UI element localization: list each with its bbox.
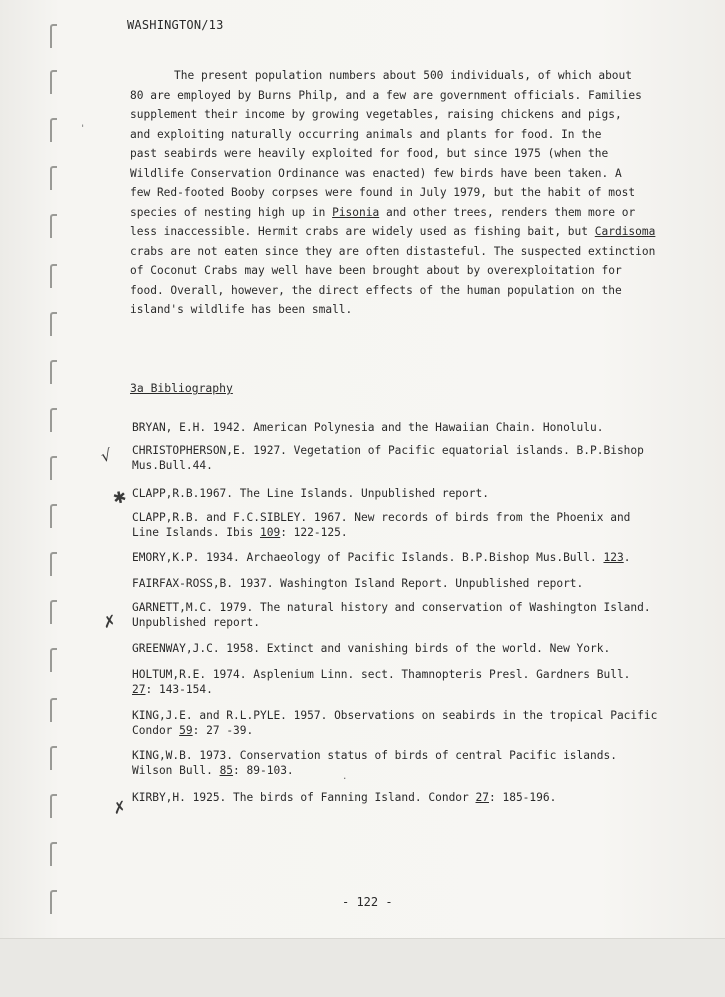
- binder-mark: [50, 70, 57, 94]
- binder-mark: [50, 698, 57, 722]
- binder-mark: [50, 456, 57, 480]
- reference-line: [132, 682, 630, 697]
- paragraph-line: supplement their income by growing vegetables, raising chickens and pigs,: [130, 108, 622, 121]
- reference-entry: [132, 708, 657, 738]
- reference-line: [132, 525, 630, 540]
- reference-line: KING,W.B. 1973. Conservation status of birds of central Pacific islands.: [132, 749, 617, 762]
- page-speck: .: [342, 772, 348, 782]
- binder-mark: [50, 214, 57, 238]
- text-segment: Condor: [132, 724, 180, 737]
- underlined-text: 123: [603, 551, 624, 564]
- binder-mark: [50, 552, 57, 576]
- page-header: WASHINGTON/13: [127, 18, 224, 32]
- reference-line: CLAPP,R.B. and F.C.SIBLEY. 1967. New records of birds from the Phoenix and: [132, 511, 631, 524]
- binder-mark: [50, 890, 57, 914]
- handwritten-mark-icon: ✱: [111, 486, 129, 509]
- underlined-text: 109: [259, 526, 281, 539]
- text-segment: KIRBY,H. 1925. The birds of Fanning Island. Condor: [132, 791, 476, 804]
- reference-line: [132, 790, 556, 805]
- text-segment: : 185-196.: [489, 791, 557, 804]
- text-segment: EMORY,K.P. 1934. Archaeology of Pacific Islands. B.P.Bishop Mus.Bull.: [132, 551, 604, 564]
- binder-mark: [50, 312, 57, 336]
- handwritten-mark-icon: ✗: [111, 796, 129, 819]
- reference-entry: [132, 550, 630, 565]
- binder-mark: [50, 408, 57, 432]
- paragraph-line: Wildlife Conservation Ordinance was enacted) few birds have been taken. A: [130, 166, 622, 180]
- underlined-text: Pisonia: [332, 205, 380, 219]
- reference-line: [132, 763, 617, 778]
- binder-mark: [50, 648, 57, 672]
- text-segment: : 143-154.: [145, 683, 213, 696]
- paragraph-line: food. Overall, however, the direct effects of the human population on the: [130, 283, 622, 297]
- paragraph-line: few Red-footed Booby corpses were found in July 1979, but the habit of most: [130, 186, 636, 199]
- paragraph-line: 80 are employed by Burns Philp, and a few are government officials. Families: [130, 88, 642, 102]
- page-speck: ': [80, 124, 86, 134]
- reference-line: GREENWAY,J.C. 1958. Extinct and vanishing birds of the world. New York.: [132, 642, 611, 655]
- text-segment: : 27 -39.: [192, 724, 254, 737]
- reference-entry: [132, 420, 603, 435]
- binder-mark: [50, 842, 57, 866]
- binder-mark: [50, 360, 57, 384]
- paragraph-line: of Coconut Crabs may well have been brought about by overexploitation for: [130, 264, 622, 277]
- reference-entry: [132, 576, 583, 591]
- binder-mark: [50, 264, 57, 288]
- paragraph-line: and exploiting naturally occurring animals and plants for food. In the: [130, 127, 602, 141]
- handwritten-mark-icon: ✗: [101, 610, 119, 633]
- underlined-text: 27: [132, 683, 146, 696]
- binder-mark: [50, 794, 57, 818]
- reference-entry: [132, 667, 630, 697]
- reference-line: [132, 550, 630, 565]
- section-title: 3a Bibliography: [130, 381, 233, 395]
- paragraph-line: [130, 222, 656, 242]
- binder-mark: [50, 118, 57, 142]
- reference-line: CHRISTOPHERSON,E. 1927. Vegetation of Pacific equatorial islands. B.P.Bishop: [132, 444, 644, 457]
- binder-mark: [50, 746, 57, 770]
- handwritten-mark-icon: √: [99, 445, 114, 466]
- body-paragraph: [130, 66, 656, 320]
- text-segment: .: [623, 551, 631, 564]
- reference-entry: [132, 641, 610, 656]
- reference-line: HOLTUM,R.E. 1974. Asplenium Linn. sect. Thamnopteris Presl. Gardners Bull.: [132, 668, 631, 681]
- underlined-text: 85: [219, 764, 234, 777]
- reference-entry: [132, 790, 556, 805]
- binder-mark: [50, 166, 57, 190]
- text-segment: and other trees, renders them more or: [379, 205, 636, 219]
- text-segment: Wilson Bull.: [132, 764, 220, 777]
- reference-line: FAIRFAX-ROSS,B. 1937. Washington Island Report. Unpublished report.: [132, 577, 584, 590]
- paragraph-line: crabs are not eaten since they are often distasteful. The suspected extinction: [130, 244, 656, 258]
- reference-line: Mus.Bull.44.: [132, 459, 213, 472]
- binder-mark: [50, 24, 57, 48]
- reference-entry: [132, 443, 644, 473]
- reference-entry: [132, 600, 651, 630]
- paragraph-line: island's wildlife has been small.: [130, 303, 353, 316]
- reference-line: [132, 723, 657, 738]
- text-segment: Line Islands. Ibis: [132, 526, 260, 539]
- reference-entry: [132, 510, 630, 540]
- reference-entry: [132, 486, 489, 501]
- paragraph-line: [130, 203, 636, 223]
- text-segment: species of nesting high up in: [130, 205, 333, 219]
- paragraph-line: past seabirds were heavily exploited for food, but since 1975 (when the: [130, 147, 609, 160]
- text-segment: : 89-103.: [233, 764, 294, 777]
- underlined-text: Cardisoma: [594, 225, 656, 238]
- paragraph-line: The present population numbers about 500 individuals, of which about: [174, 69, 633, 82]
- scan-bottom-band: [0, 938, 725, 997]
- underlined-text: 59: [179, 724, 193, 737]
- reference-entry: [132, 748, 617, 778]
- binder-mark: [50, 600, 57, 624]
- underlined-text: 27: [475, 791, 489, 804]
- text-segment: less inaccessible. Hermit crabs are widely used as fishing bait, but: [130, 225, 595, 238]
- text-segment: : 122-125.: [280, 526, 348, 539]
- binder-mark: [50, 504, 57, 528]
- reference-line: CLAPP,R.B.1967. The Line Islands. Unpublished report.: [132, 487, 489, 500]
- reference-line: BRYAN, E.H. 1942. American Polynesia and the Hawaiian Chain. Honolulu.: [132, 421, 604, 434]
- reference-line: KING,J.E. and R.L.PYLE. 1957. Observations on seabirds in the tropical Pacific: [132, 709, 658, 722]
- reference-line: GARNETT,M.C. 1979. The natural history and conservation of Washington Island.: [132, 601, 651, 614]
- page-number: - 122 -: [342, 895, 393, 909]
- reference-line: Unpublished report.: [132, 616, 260, 629]
